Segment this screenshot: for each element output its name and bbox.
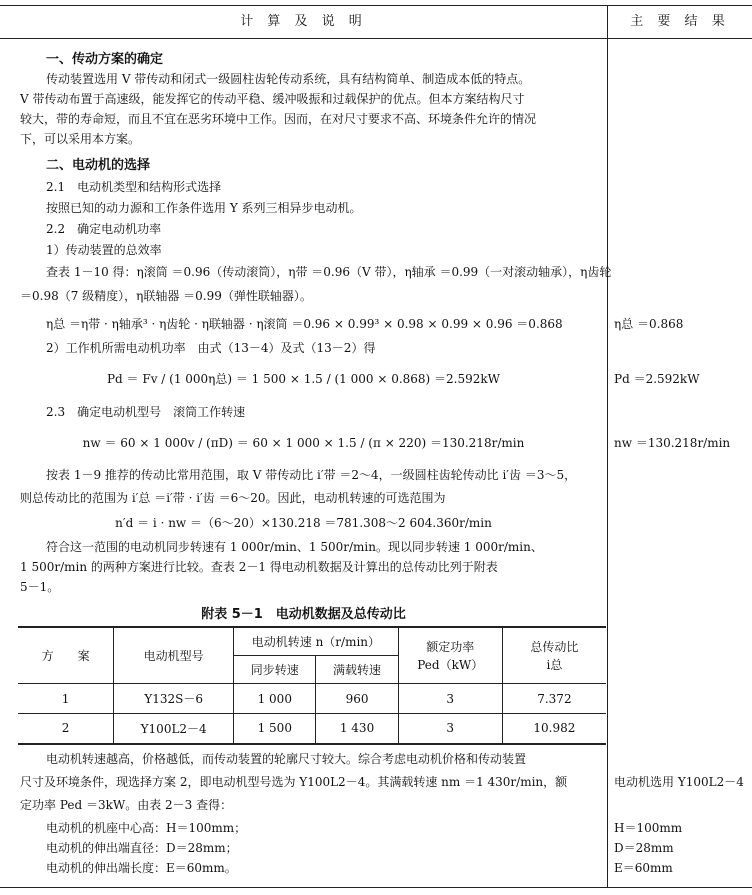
result-nw: nw ＝130.218r/min (614, 436, 731, 450)
motor-diameter: 电动机的伸出端直径：D＝28mm； (46, 841, 238, 855)
table-row (18, 714, 606, 744)
th-ratio-line1: 总传动比 (530, 639, 579, 654)
th-power (398, 627, 502, 684)
ratio-line-1: 按表 1－9 推荐的传动比常用范围，取 V 带传动比 i′带 ＝2～4，一级圆柱齿轮传动比 i′齿 ＝3～5， (46, 468, 577, 482)
result-pd: Pd ＝2.592kW (614, 372, 700, 386)
frame-top-line (0, 5, 752, 6)
cell-power: 3 (398, 684, 502, 714)
th-speed: 电动机转速 n（r/min） (234, 627, 399, 656)
column-divider (607, 5, 608, 888)
section2-title: 二、电动机的选择 (46, 158, 151, 173)
th-full: 满载转速 (316, 656, 398, 684)
efficiency-line-2: ＝0.98（7 级精度），η联轴器 ＝0.99（弹性联轴器）。 (20, 289, 312, 303)
th-ratio (502, 627, 606, 684)
cell-full: 1 430 (316, 714, 398, 744)
header-bottom-line (0, 38, 752, 39)
th-plan: 方 案 (18, 627, 114, 684)
frame-bottom-line (0, 887, 752, 888)
sync-line-3: 5－1。 (20, 580, 60, 594)
th-model: 电动机型号 (114, 627, 234, 684)
pd-formula: Pd ＝ Fv / (1 000η总) ＝ 1 500 × 1.5 / (1 000 × 0.868) ＝2.592kW (106, 372, 501, 386)
cell-full: 960 (316, 684, 398, 714)
th-power-line1: 额定功率 (426, 639, 475, 654)
sec1-line-3: 较大，带的寿命短，而且不宜在恶劣环境中工作。因而，在对尺寸要求不高、环境条件允许的情况 (20, 112, 537, 126)
sync-line-2: 1 500r/min 的两种方案进行比较。查表 2－1 得电动机数据及计算出的总传动比列于附表 (20, 560, 498, 574)
cell-sync: 1 500 (234, 714, 316, 744)
th-power-line2: Ped（kW） (417, 657, 484, 672)
s22-item2: 2）工作机所需电动机功率 由式（13－4）及式（13－2）得 (46, 341, 376, 355)
table-row (18, 684, 606, 714)
cell-model: Y100L2－4 (114, 714, 234, 744)
cell-sync: 1 000 (234, 684, 316, 714)
section1-title: 一、传动方案的确定 (46, 52, 164, 67)
cell-power: 3 (398, 714, 502, 744)
cell-ratio: 10.982 (502, 714, 606, 744)
result-h: H＝100mm (614, 821, 683, 835)
sec1-line-1: 传动装置选用 V 带传动和闭式一级圆柱齿轮传动系统，具有结构简单、制造成本低的特点。 (46, 72, 531, 86)
header-results: 主 要 结 果 (630, 14, 730, 29)
result-d: D＝28mm (614, 841, 674, 855)
motor-data-table (18, 626, 606, 745)
cell-plan: 2 (18, 714, 114, 744)
result-e: E＝60mm (614, 861, 673, 875)
th-sync: 同步转速 (234, 656, 316, 684)
th-ratio-line2: i总 (546, 657, 563, 672)
conclusion-line-1: 电动机转速越高，价格越低，而传动装置的轮廓尺寸较大。综合考虑电动机价格和传动装置 (46, 752, 527, 766)
s22-heading: 2.2 确定电动机功率 (46, 222, 162, 236)
nw-formula: nw ＝ 60 × 1 000v / (πD) ＝ 60 × 1 000 × 1.5 / (π × 220) ＝130.218r/min (82, 436, 525, 450)
motor-height: 电动机的机座中心高：H＝100mm； (46, 821, 247, 835)
sync-line-1: 符合这一范围的电动机同步转速有 1 000r/min、1 500r/min。现以同步转速 1 000r/min、 (46, 540, 543, 554)
s23-heading: 2.3 确定电动机型号 滚筒工作转速 (46, 405, 246, 419)
cell-model: Y132S－6 (114, 684, 234, 714)
conclusion-line-3: 定功率 Ped ＝3kW。由表 2－3 查得： (20, 798, 233, 812)
table-caption: 附表 5－1 电动机数据及总传动比 (201, 607, 406, 622)
conclusion-line-2: 尺寸及环境条件，现选择方案 2，即电动机型号选为 Y100L2－4。其满载转速 nm ＝1 430r/min，额 (20, 775, 568, 789)
s21-text: 按照已知的动力源和工作条件选用 Y 系列三相异步电动机。 (46, 201, 362, 215)
motor-length: 电动机的伸出端长度：E＝60mm。 (46, 861, 237, 875)
s22-item1: 1）传动装置的总效率 (46, 243, 162, 257)
result-motor: 电动机选用 Y100L2－4 (614, 775, 744, 789)
cell-plan: 1 (18, 684, 114, 714)
nd-formula: n′d ＝ i · nw ＝（6～20）×130.218 ＝781.308～2 604.360r/min (115, 516, 492, 530)
result-eta: η总 ＝0.868 (614, 317, 684, 331)
efficiency-line-1: 查表 1－10 得：η滚筒 ＝0.96（传动滚筒），η带 ＝0.96（V 带），η轴承 ＝0.99（一对滚动轴承），η齿轮 (46, 265, 612, 279)
header-calc: 计 算 及 说 明 (240, 14, 367, 29)
ratio-line-2: 则总传动比的范围为 i′总 ＝i′带 · i′齿 ＝6～20。因此，电动机转速的可选范围为 (20, 491, 446, 505)
sec1-line-2: V 带传动布置于高速级，能发挥它的传动平稳、缓冲吸振和过载保护的优点。但本方案结构尺寸 (20, 92, 525, 106)
sec1-line-4: 下，可以采用本方案。 (20, 132, 141, 146)
efficiency-total: η总 ＝η带 · η轴承³ · η齿轮 · η联轴器 · η滚筒 ＝0.96 × 0.99³ × 0.98 × 0.99 × 0.96 ＝0.868 (46, 317, 563, 331)
cell-ratio: 7.372 (502, 684, 606, 714)
s21-heading: 2.1 电动机类型和结构形式选择 (46, 180, 222, 194)
